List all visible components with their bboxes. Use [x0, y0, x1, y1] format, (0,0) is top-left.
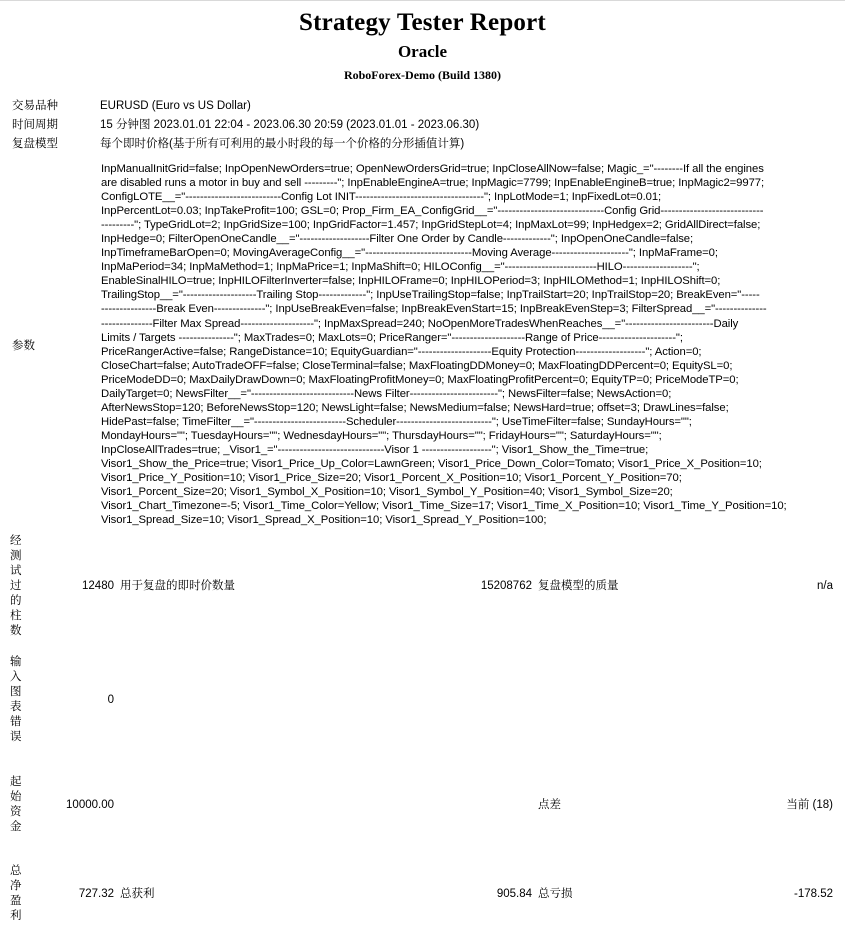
table-row — [0, 135, 845, 154]
stat-caption-ticks-modelled: 用于复盘的即时价数量 — [120, 580, 235, 593]
stat-value-empty-3 — [420, 761, 538, 849]
parameter-line: Limits / Targets ---------------"; MaxTrades=0; MaxLots=0; PriceRanger="--------------------Range of Price---------------------"; — [101, 331, 683, 344]
stat-row-label-text: 起始资金 — [10, 776, 22, 834]
parameter-line: InpTimeframeBarOpen=0; MovingAverageConfig__="-----------------------------Moving Average---------------------"; InpMaFrame=0; — [101, 247, 718, 260]
table-row — [0, 116, 845, 135]
table-row — [0, 761, 845, 849]
report-meta-table — [0, 97, 845, 154]
stat-caption-empty-1 — [120, 639, 420, 761]
stat-caption-spread: 点差 — [538, 798, 561, 811]
parameters-label: 参数 — [12, 339, 35, 352]
stat-value-empty-1 — [420, 639, 538, 761]
table-row — [0, 849, 845, 939]
stat-value-initial-deposit: 10000.00 — [66, 798, 114, 811]
stat-row-label-text: 总净盈利 — [10, 865, 22, 923]
expert-name: Oracle — [397, 42, 448, 61]
stat-row-label-bars-tested — [0, 534, 36, 639]
stat-row-label-initial-deposit — [0, 761, 36, 849]
table-row — [0, 639, 845, 761]
table-row — [0, 97, 845, 116]
statistics-table — [0, 534, 845, 939]
parameter-line: InpCloseAllTrades=true; _Visor1_="-----------------------------Visor 1 -------------------"; Visor1_Show_the_Time=true; — [101, 443, 649, 456]
parameter-line: PriceRangerActive=false; RangeDistance=10; EquityGuardian="--------------------Equity Protection-------------------"; Action=0; — [101, 345, 702, 358]
parameter-line: DailyTarget=0; NewsFilter__="----------------------------News Filter------------------------"; NewsFilter=false; NewsAction=0; — [101, 387, 672, 400]
parameter-line: PriceModeDD=0; MaxDailyDrawDown=0; MaxFloatingProfitMoney=0; MaxFloatingProfitPercent=0; EquityTP=0; PriceModeTP=0; — [101, 373, 739, 386]
stat-caption-empty-2 — [538, 639, 768, 761]
stat-caption-empty-3 — [120, 761, 420, 849]
parameter-line: InpHedge=0; FilterOpenOneCandle__="-------------------Filter One Order by Candle-------------"; InpOpenOneCandle=false; — [101, 233, 694, 246]
parameter-line: InpPercentLot=0.03; InpTakeProfit=100; GSL=0; Prop_Firm_EA_ConfigGrid__="-----------------------------Config Grid---------------------------- — [101, 205, 764, 218]
stat-caption-gross-loss: 总亏损 — [538, 887, 573, 900]
parameter-line: ConfigLOTE__="--------------------------Config Lot INIT-----------------------------------"; InpLotMode=1; InpFixedLot=0.01; — [101, 191, 662, 204]
stat-value-empty-2 — [768, 639, 845, 761]
stat-row-label-text: 经测试过的柱数 — [10, 535, 22, 638]
parameters-body — [101, 161, 845, 528]
parameter-line: --------------Filter Max Spread--------------------"; InpMaxSpread=240; NoOpenMoreTradesWhenReaches__="------------------------Daily — [101, 317, 739, 330]
stat-value-spread: 当前 (18) — [786, 798, 833, 811]
stat-value-chart-errors: 0 — [107, 693, 114, 706]
meta-value-symbol: EURUSD (Euro vs US Dollar) — [100, 100, 251, 112]
parameters-table — [0, 161, 845, 528]
parameter-line: AfterNewsStop=120; BeforeNewsStop=120; NewsLight=false; NewsMedium=false; NewsHard=true; offset=3; DrawLines=false; — [101, 401, 729, 414]
parameter-line: MondayHours=""; TuesdayHours=""; WednesdayHours=""; ThursdayHours=""; FridayHours=""; SaturdayHours=""; — [101, 429, 662, 442]
parameter-line: ---------------Break Even--------------"; InpUseBreakEven=false; InpBreakEvenStart=15; InpBreakEvenStep=3; FilterSpread__="-------------- — [101, 303, 767, 316]
stat-caption-gross-profit: 总获利 — [120, 887, 155, 900]
page-title: Strategy Tester Report — [299, 9, 546, 36]
parameter-line: Visor1_Show_the_Price=true; Visor1_Price_Up_Color=LawnGreen; Visor1_Price_Down_Color=Tomato; Visor1_Price_X_Position=10; — [101, 457, 762, 470]
broker-build-info: RoboForex-Demo (Build 1380) — [343, 68, 502, 82]
meta-label-period: 时间周期 — [12, 119, 58, 131]
parameter-line: ---------"; TypeGridLot=2; InpGridSize=100; InpGridFactor=1.457; InpGridStepLot=4; InpMaxLot=99; InpHedgex=2; GridAllDirect=false; — [101, 219, 761, 232]
parameter-line: Visor1_Price_Y_Position=10; Visor1_Price_Size=20; Visor1_Porcent_X_Position=10; Visor1_Porcent_Y_Position=70; — [101, 472, 682, 485]
parameter-line: InpMaPeriod=34; InpMaMethod=1; InpMaPrice=1; InpMaShift=0; HILOConfig__="-------------------------HILO-------------------"; — [101, 261, 700, 274]
meta-label-model: 复盘模型 — [12, 138, 58, 150]
parameter-line: Visor1_Porcent_Size=20; Visor1_Symbol_X_Position=10; Visor1_Symbol_Y_Position=40; Visor1_Symbol_Size=20; — [101, 486, 673, 499]
stat-value-gross-loss: -178.52 — [793, 887, 833, 900]
stat-row-label-text: 输入图表错误 — [10, 656, 22, 744]
parameter-line: HidePast=false; TimeFilter__="-------------------------Scheduler--------------------------"; UseTimeFilter=false; SundayHours=""; — [101, 415, 692, 428]
stat-value-modelling-quality: n/a — [817, 580, 833, 593]
parameter-line: Visor1_Chart_Timezone=-5; Visor1_Time_Color=Yellow; Visor1_Time_Size=17; Visor1_Time_X_Position=10; Visor1_Time_Y_Position=10; — [101, 500, 787, 513]
stat-value-bars-tested: 12480 — [82, 580, 114, 593]
parameter-line: CloseChart=false; AutoTradeOFF=false; CloseTerminal=false; MaxFloatingDDMoney=0; MaxFloatingDDPercent=0; EquitySL=0; — [101, 359, 733, 372]
parameter-line: TrailingStop__="--------------------Trailing Stop-------------"; InpUseTrailingStop=false; InpTrailStart=20; InpTrailStop=20; BreakEven="----- — [101, 289, 760, 302]
parameter-line: EnableSinalHILO=true; InpHILOFilterInverter=false; InpHILOFrame=0; InpHILOPeriod=3; InpHILOMethod=1; InpHILOShift=0; — [101, 275, 721, 288]
report-header — [0, 1, 845, 83]
stat-row-label-total-net-profit — [0, 849, 36, 939]
stat-value-gross-profit: 905.84 — [496, 887, 532, 900]
table-row — [0, 534, 845, 639]
parameter-line: InpManualInitGrid=false; InpOpenNewOrders=true; OpenNewOrdersGrid=true; InpCloseAllNow=false; Magic_="--------If all the engines — [101, 163, 764, 175]
meta-value-period: 15 分钟图 2023.01.01 22:04 - 2023.06.30 20:59 (2023.01.01 - 2023.06.30) — [100, 119, 480, 131]
meta-label-symbol: 交易品种 — [12, 100, 58, 112]
stat-value-ticks-modelled: 15208762 — [480, 580, 532, 593]
meta-value-model: 每个即时价格(基于所有可利用的最小时段的每一个价格的分形插值计算) — [100, 138, 465, 150]
stat-row-label-chart-errors — [0, 639, 36, 761]
parameter-line: are disabled runs a motor in buy and sell ---------"; InpEnableEngineA=true; InpMagic=7799; InpEnableEngineB=true; InpMagic2=9977; — [101, 177, 765, 190]
stat-value-total-net-profit: 727.32 — [78, 887, 114, 900]
table-row — [0, 161, 845, 528]
stat-caption-modelling-quality: 复盘模型的质量 — [538, 580, 619, 593]
parameter-line: Visor1_Spread_Size=10; Visor1_Spread_X_Position=10; Visor1_Spread_Y_Position=100; — [101, 514, 547, 527]
